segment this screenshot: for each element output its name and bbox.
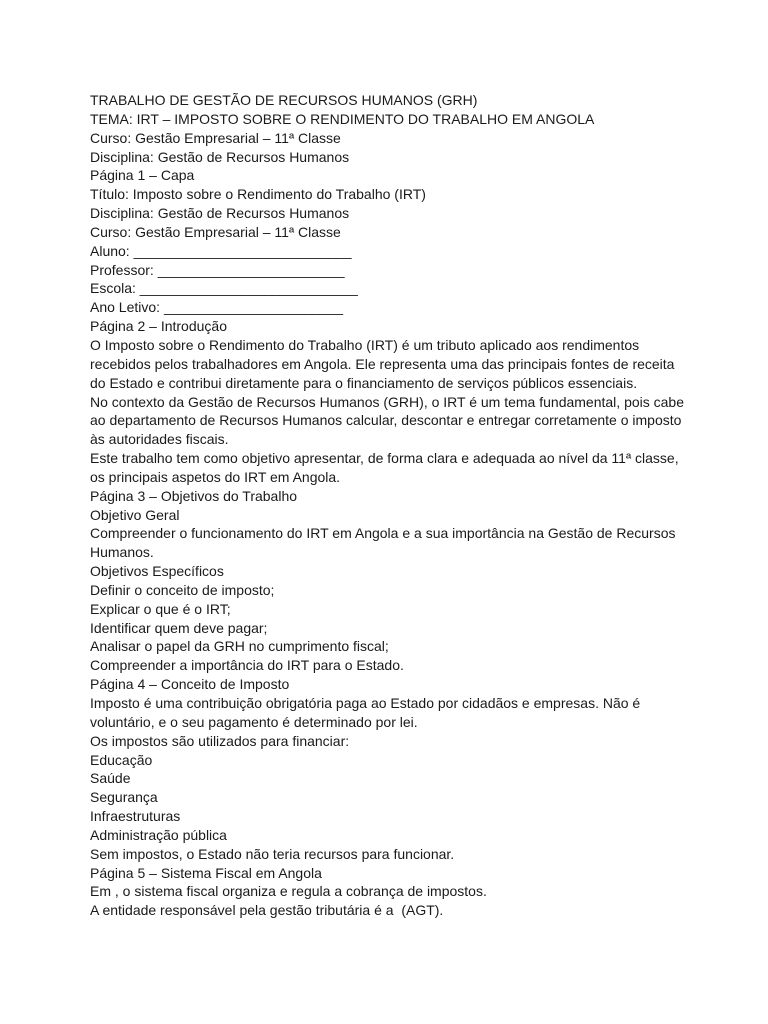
section-heading: Página 3 – Objetivos do Trabalho [90,487,298,504]
list-item: Identificar quem deve pagar; [90,619,268,636]
text-line: Título: Imposto sobre o Rendimento do Trabalho (IRT) [90,186,426,203]
text-line: Curso: Gestão Empresarial – 11ª Classe [90,129,341,146]
text-line: Sem impostos, o Estado não teria recursos para funcionar. [90,845,455,862]
text-line: Os impostos são utilizados para financiar: [90,732,350,749]
text-line: voluntário, e o seu pagamento é determinado por lei. [90,713,418,730]
document-body [90,91,690,920]
form-field-escola: Escola: ____________________________ [90,280,358,297]
text-line: Compreender o funcionamento do IRT em Angola e a sua importância na Gestão de Recursos [90,525,676,542]
section-heading: Página 4 – Conceito de Imposto [90,676,290,693]
text-line: recebidos pelos trabalhadores em Angola. Ele representa uma das principais fontes de receita [90,355,675,372]
subheading: Objetivo Geral [90,506,180,523]
text-line: os principais aspetos do IRT em Angola. [90,468,341,485]
text-line: Em , o sistema fiscal organiza e regula a cobrança de impostos. [90,883,487,900]
list-item: Compreender a importância do IRT para o Estado. [90,657,404,674]
text-line: Disciplina: Gestão de Recursos Humanos [90,205,350,222]
form-field-ano-letivo: Ano Letivo: _______________________ [90,299,344,316]
text-line: Imposto é uma contribuição obrigatória paga ao Estado por cidadãos e empresas. Não é [90,695,641,711]
text-line: A entidade responsável pela gestão tributária é a (AGT). [90,902,444,919]
section-heading: Página 1 – Capa [90,167,195,184]
list-item: Segurança [90,789,158,806]
section-heading: Página 5 – Sistema Fiscal em Angola [90,864,322,881]
list-item: Definir o conceito de imposto; [90,581,275,598]
document-theme: TEMA: IRT – IMPOSTO SOBRE O RENDIMENTO DO TRABALHO EM ANGOLA [90,110,595,127]
list-item: Analisar o papel da GRH no cumprimento fiscal; [90,638,389,655]
text-line: Disciplina: Gestão de Recursos Humanos [90,148,350,165]
document-title: TRABALHO DE GESTÃO DE RECURSOS HUMANOS (GRH) [90,92,478,108]
text-line: Curso: Gestão Empresarial – 11ª Classe [90,223,341,240]
section-heading: Página 2 – Introdução [90,318,227,335]
form-field-aluno: Aluno: ____________________________ [90,242,352,259]
form-field-professor: Professor: ________________________ [90,261,345,278]
text-line: Humanos. [90,544,154,561]
text-line: do Estado e contribui diretamente para o financiamento de serviços públicos essenciais. [90,374,638,391]
text-line: O Imposto sobre o Rendimento do Trabalho (IRT) é um tributo aplicado aos rendimentos [90,336,640,353]
text-line: às autoridades fiscais. [90,431,229,448]
list-item: Saúde [90,770,131,787]
text-line: No contexto da Gestão de Recursos Humanos (GRH), o IRT é um tema fundamental, pois cabe [90,393,684,410]
list-item: Educação [90,751,153,768]
text-line: Este trabalho tem como objetivo apresentar, de forma clara e adequada ao nível da 11ª classe, [90,450,679,467]
list-item: Administração pública [90,826,227,843]
text-line: ao departamento de Recursos Humanos calcular, descontar e entregar corretamente o imposto [90,412,682,429]
list-item: Explicar o que é o IRT; [90,600,231,617]
list-item: Infraestruturas [90,808,181,825]
subheading: Objetivos Específicos [90,563,224,580]
